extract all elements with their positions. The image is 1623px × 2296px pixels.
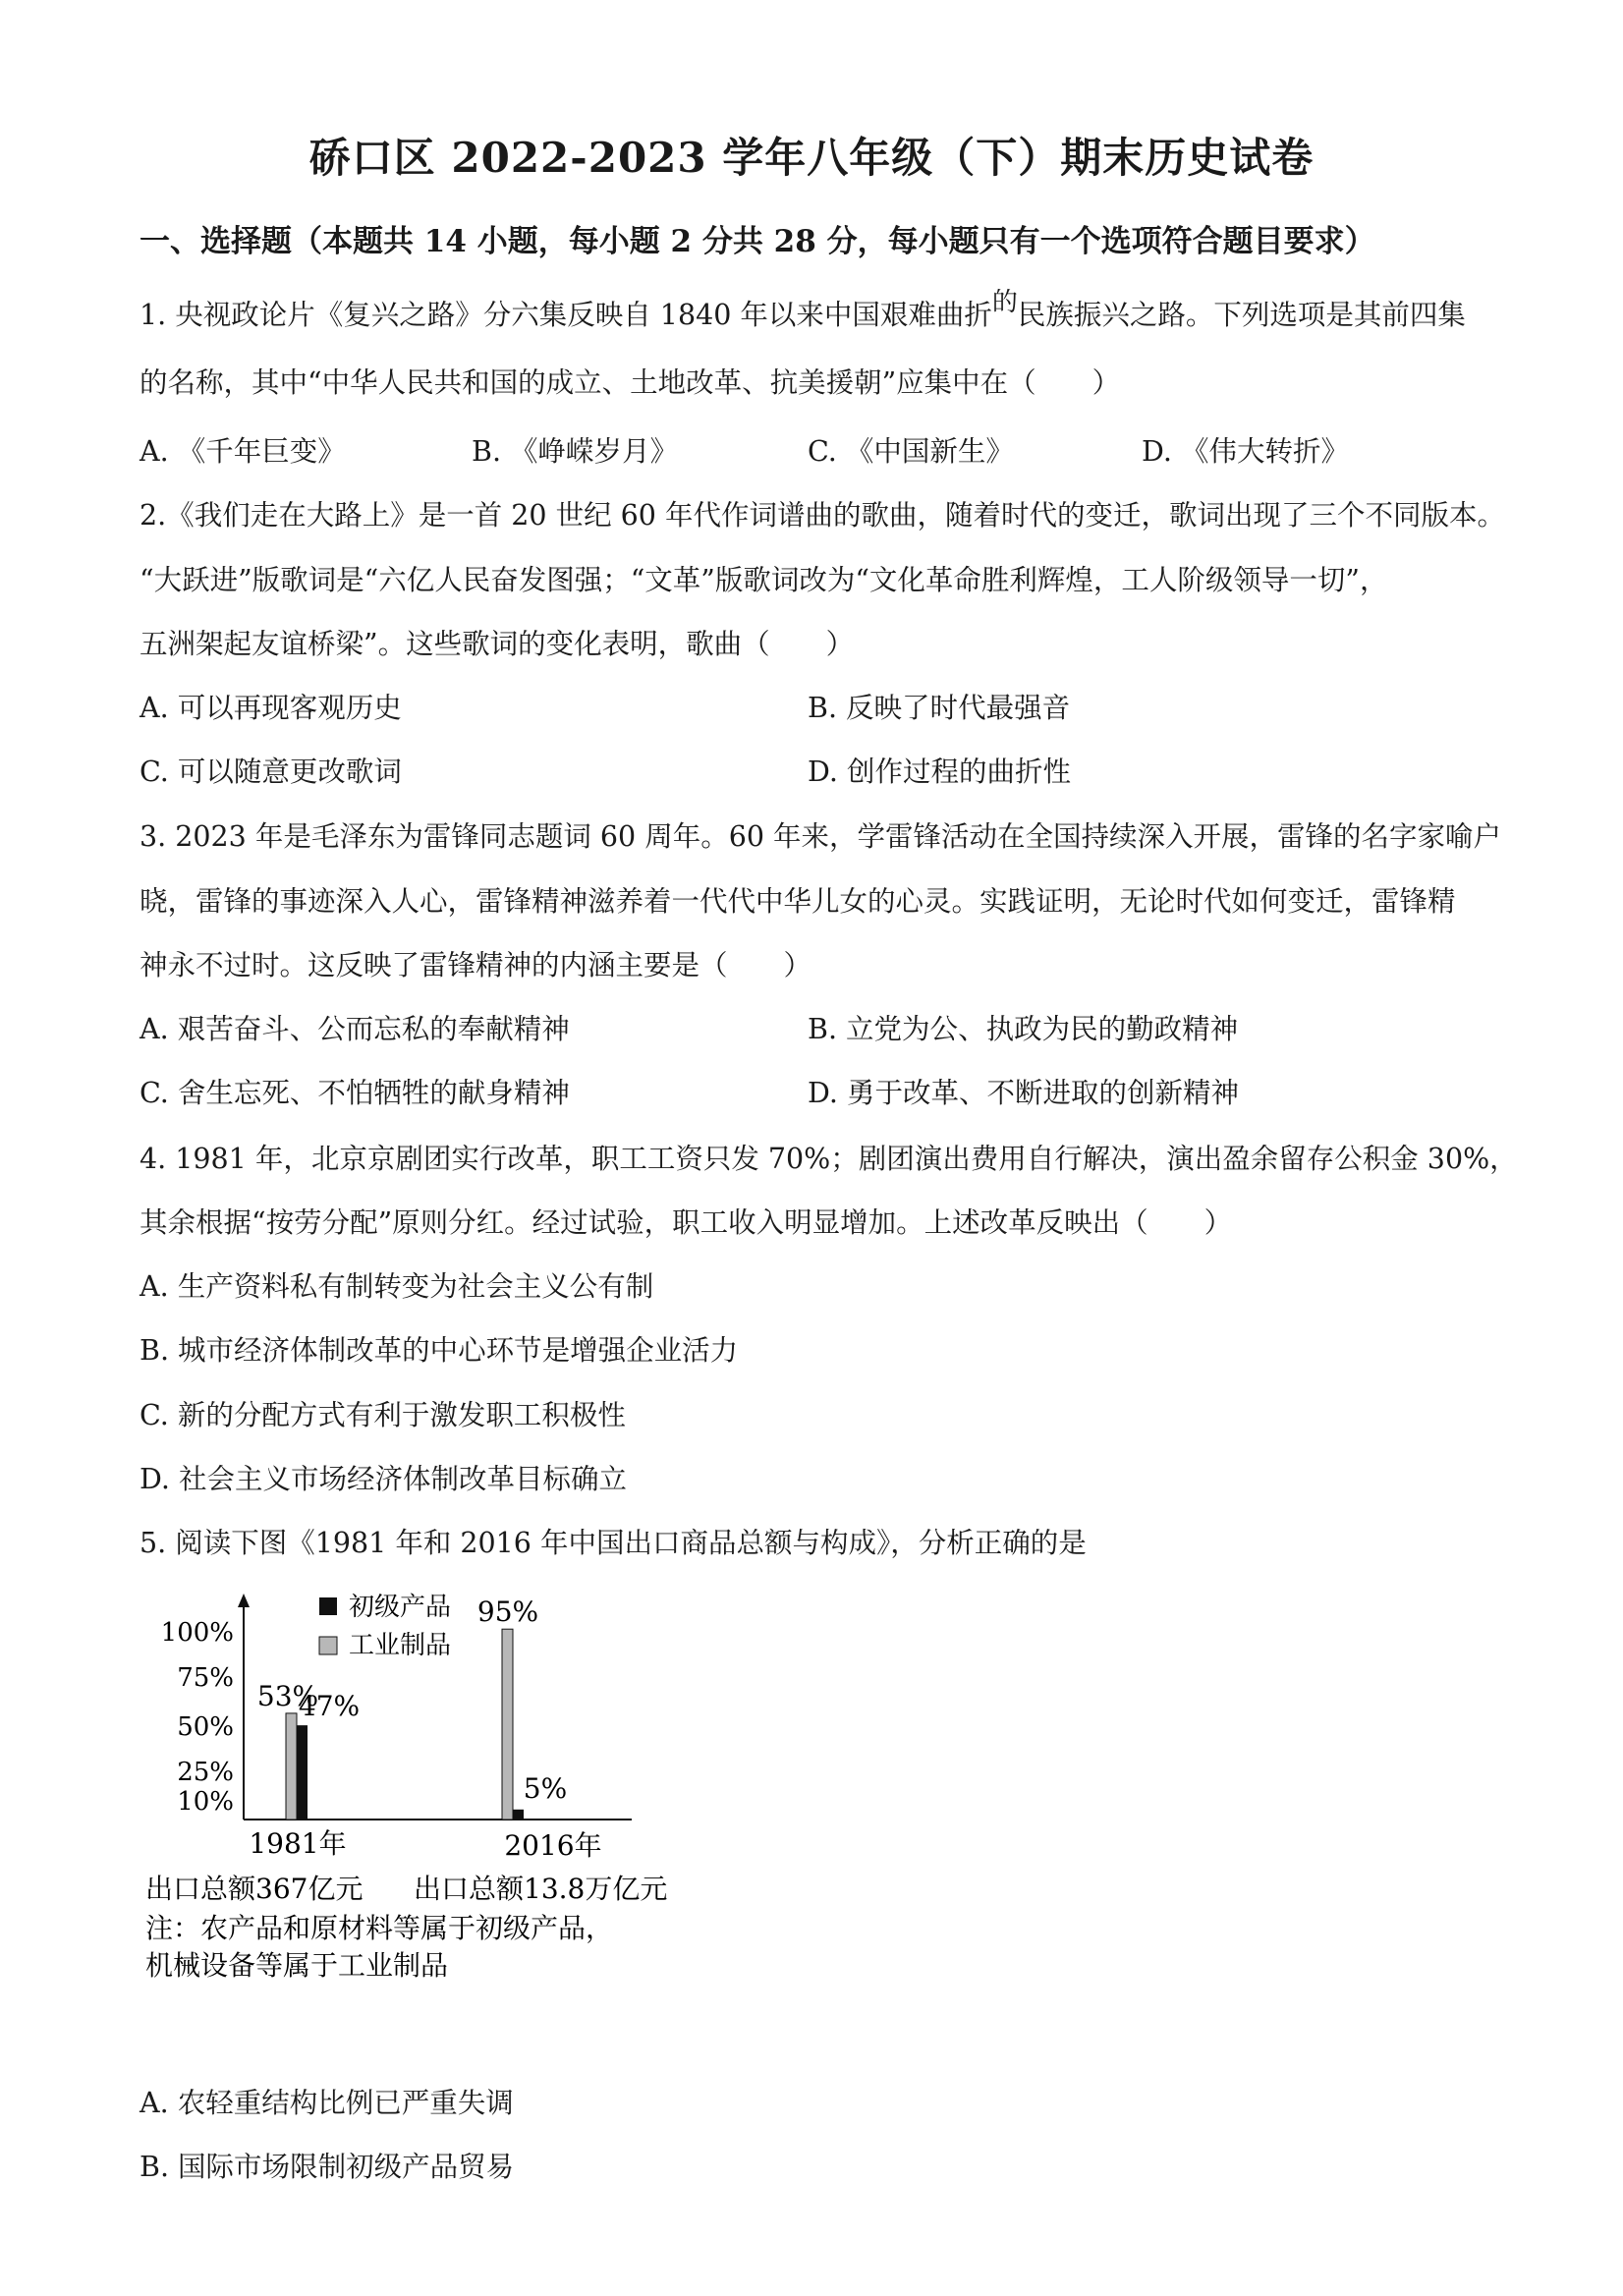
q2-line-1: 2.《我们走在大路上》是一首 20 世纪 60 年代作词谱曲的歌曲，随着时代的变迁，歌词出现了三个不同版本。 <box>140 499 1505 532</box>
q2-option-c[interactable]: C. 可以随意更改歌词 <box>140 756 402 788</box>
exam-title: 硚口区 2022-2023 学年八年级（下）期末历史试卷 <box>308 134 1315 182</box>
q1-superscript: 的 <box>991 288 1018 317</box>
legend-label-primary: 初级产品 <box>349 1593 452 1622</box>
q1-option-a[interactable]: A. 《千年巨变》 <box>140 435 346 468</box>
q1-text-a: 1. 央视政论片《复兴之路》分六集反映自 1840 年以来中国艰难曲折 <box>140 299 992 331</box>
section-heading: 一、选择题（本题共 14 小题，每小题 2 分共 28 分，每小题只有一个选项符合题目要求） <box>140 224 1375 259</box>
q1-option-c[interactable]: C. 《中国新生》 <box>808 435 1014 468</box>
q3-line-1: 3. 2023 年是毛泽东为雷锋同志题词 60 周年。60 年来，学雷锋活动在全国持续深入开展，雷锋的名字家喻户 <box>140 820 1502 853</box>
q3-option-b[interactable]: B. 立党为公、执政为民的勤政精神 <box>808 1013 1239 1045</box>
q3-option-a[interactable]: A. 艰苦奋斗、公而忘私的奉献精神 <box>140 1013 570 1045</box>
legend-swatch-primary <box>319 1597 337 1615</box>
q1-text-b: 民族振兴之路。下列选项是其前四集 <box>1017 299 1466 331</box>
y-axis-arrow-icon <box>238 1594 250 1607</box>
bar-primary-0 <box>297 1725 308 1820</box>
q1-line-2: 的名称，其中“中华人民共和国的成立、土地改革、抗美援朝”应集中在（ ） <box>140 366 1121 399</box>
q3-option-d[interactable]: D. 勇于改革、不断进取的创新精神 <box>808 1077 1239 1109</box>
bar-industrial-0 <box>286 1713 297 1820</box>
y-tick-75: 75% <box>177 1663 234 1693</box>
label-industrial-0: 53% <box>256 1679 319 1712</box>
q2-option-a[interactable]: A. 可以再现客观历史 <box>140 692 402 724</box>
q4-line-1: 4. 1981 年，北京京剧团实行改革，职工工资只发 70%；剧团演出费用自行解决，演出盈余留存公积金 30%， <box>140 1143 1518 1175</box>
bar-primary-1 <box>513 1810 524 1820</box>
chart-note-line-1: 注：农产品和原材料等属于初级产品， <box>145 1912 614 1944</box>
legend-swatch-industrial <box>319 1637 337 1654</box>
label-primary-0: 47% <box>298 1690 361 1723</box>
chart-note-line-2: 机械设备等属于工业制品 <box>145 1949 449 1982</box>
q4-option-d[interactable]: D. 社会主义市场经济体制改革目标确立 <box>140 1463 627 1495</box>
x-category-1981: 1981年 <box>249 1827 347 1860</box>
x-category-2016: 2016年 <box>504 1829 602 1862</box>
y-tick-100: 100% <box>160 1618 234 1648</box>
q4-option-c[interactable]: C. 新的分配方式有利于激发职工积极性 <box>140 1399 626 1431</box>
q2-option-d[interactable]: D. 创作过程的曲折性 <box>808 756 1071 788</box>
q5-option-b[interactable]: B. 国际市场限制初级产品贸易 <box>140 2151 515 2183</box>
q1-line-1 <box>140 288 1466 331</box>
q2-line-3: 五洲架起友谊桥梁”。这些歌词的变化表明，歌曲（ ） <box>140 628 855 660</box>
y-tick-25: 25% <box>177 1758 234 1787</box>
label-industrial-1: 95% <box>476 1596 539 1629</box>
q3-option-c[interactable]: C. 舍生忘死、不怕牺牲的献身精神 <box>140 1077 570 1109</box>
export-composition-chart <box>140 1592 700 1994</box>
q2-line-2: “大跃进”版歌词是“六亿人民奋发图强；“文革”版歌词改为“文化革命胜利辉煌，工人阶级领导一切”， <box>140 564 1388 596</box>
y-tick-50: 50% <box>177 1712 234 1742</box>
label-primary-1: 5% <box>523 1771 568 1805</box>
total-1981: 出口总额367亿元 <box>145 1873 364 1905</box>
q1-option-d[interactable]: D. 《伟大转折》 <box>1142 435 1349 468</box>
q3-line-3: 神永不过时。这反映了雷锋精神的内涵主要是（ ） <box>140 949 812 981</box>
q4-line-2: 其余根据“按劳分配”原则分红。经过试验，职工收入明显增加。上述改革反映出（ ） <box>140 1206 1233 1239</box>
legend-label-industrial: 工业制品 <box>349 1631 452 1660</box>
bar-industrial-1 <box>502 1629 513 1820</box>
total-2016: 出口总额13.8万亿元 <box>414 1873 668 1905</box>
bars-group <box>257 1596 567 1820</box>
q5-line-1: 5. 阅读下图《1981 年和 2016 年中国出口商品总额与构成》，分析正确的是 <box>140 1527 1087 1559</box>
q2-option-b[interactable]: B. 反映了时代最强音 <box>808 692 1071 724</box>
q4-option-b[interactable]: B. 城市经济体制改革的中心环节是增强企业活力 <box>140 1334 739 1367</box>
y-tick-10: 10% <box>177 1787 234 1817</box>
chart-svg <box>140 1592 700 1994</box>
q3-line-2: 晓，雷锋的事迹深入人心，雷锋精神滋养着一代代中华儿女的心灵。实践证明，无论时代如何变迁，雷锋精 <box>140 885 1456 918</box>
q5-option-a[interactable]: A. 农轻重结构比例已严重失调 <box>140 2087 514 2119</box>
q4-option-a[interactable]: A. 生产资料私有制转变为社会主义公有制 <box>140 1270 654 1303</box>
q1-option-b[interactable]: B. 《峥嵘岁月》 <box>472 435 679 468</box>
